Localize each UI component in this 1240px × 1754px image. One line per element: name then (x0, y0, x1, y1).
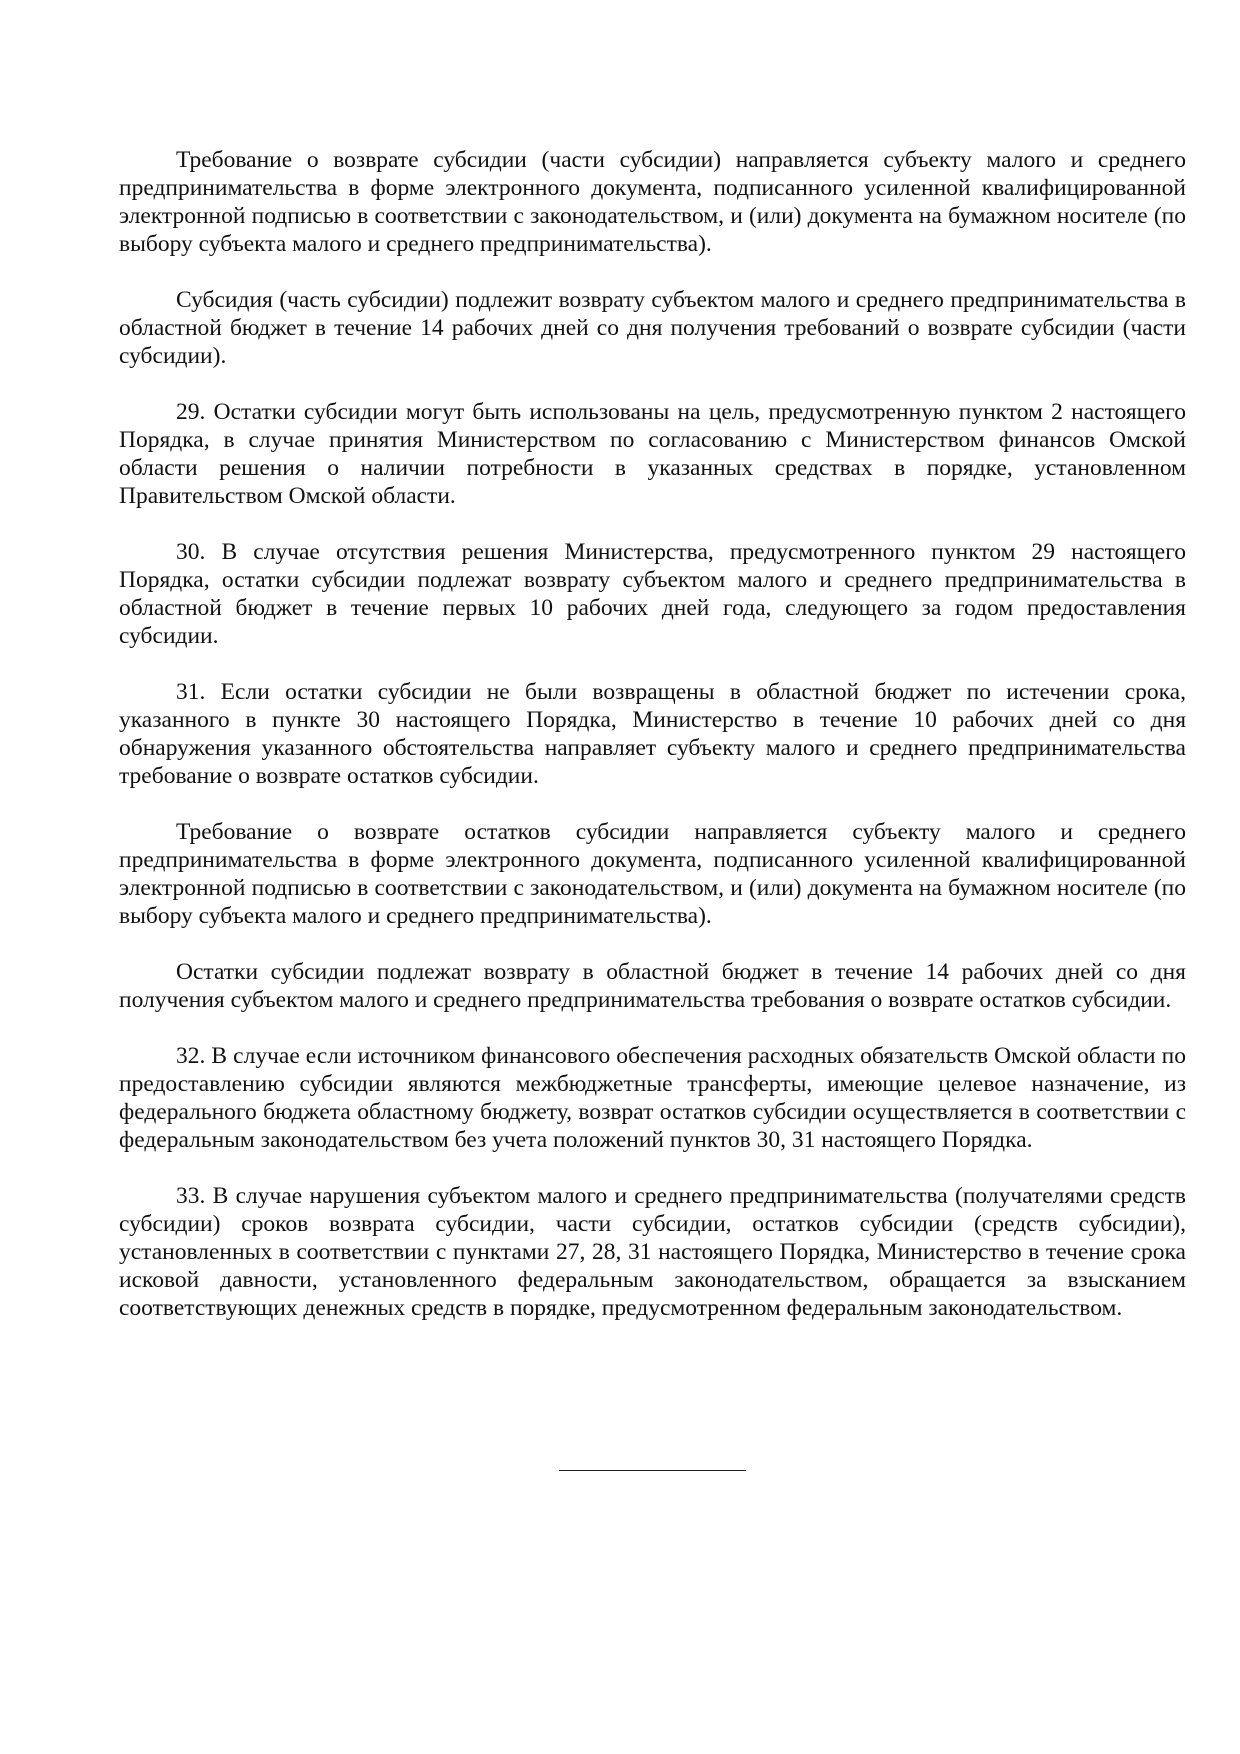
paragraph-32: 32. В случае если источником финансового обеспечения расходных обязательств Омской области по предоставлению субсидии являются межбюджетные трансферты, имеющие целевое назначение, из федерального бюджета областному бюджету, возврат остатков субсидии осуществляется в соответствии с федеральным законодательством без учета положений пунктов 30, 31 настоящего Порядка. (119, 1043, 1186, 1153)
paragraph: Субсидия (часть субсидии) подлежит возврату субъектом малого и среднего предпринимательства в областной бюджет в течение 14 рабочих дней со дня получения требований о возврате субсидии (части субсидии). (119, 287, 1186, 369)
paragraph: Требование о возврате субсидии (части субсидии) направляется субъекту малого и среднего предпринимательства в форме электронного документа, подписанного усиленной квалифицированной электронной подписью в соответствии с законодательством, и (или) документа на бумажном носителе (по выбору субъекта малого и среднего предпринимательства). (119, 147, 1186, 257)
paragraph-31: 31. Если остатки субсидии не были возвращены в областной бюджет по истечении срока, указанного в пункте 30 настоящего Порядка, Министерство в течение 10 рабочих дней со дня обнаружения указанного обстоятельства направляет субъекту малого и среднего предпринимательства требование о возврате остатков субсидии. (119, 679, 1186, 789)
end-separator-line (559, 1470, 746, 1471)
paragraph-30: 30. В случае отсутствия решения Министерства, предусмотренного пунктом 29 настоящего Порядка, остатки субсидии подлежат возврату субъектом малого и среднего предпринимательства в областной бюджет в течение первых 10 рабочих дней года, следующего за годом предоставления субсидии. (119, 539, 1186, 649)
paragraph: Требование о возврате остатков субсидии направляется субъекту малого и среднего предпринимательства в форме электронного документа, подписанного усиленной квалифицированной электронной подписью в соответствии с законодательством, и (или) документа на бумажном носителе (по выбору субъекта малого и среднего предпринимательства). (119, 819, 1186, 929)
paragraph-29: 29. Остатки субсидии могут быть использованы на цель, предусмотренную пунктом 2 настоящего Порядка, в случае принятия Министерством по согласованию с Министерством финансов Омской области решения о наличии потребности в указанных средствах в порядке, установленном Правительством Омской области. (119, 399, 1186, 509)
paragraph-33: 33. В случае нарушения субъектом малого и среднего предпринимательства (получателями средств субсидии) сроков возврата субсидии, части субсидии, остатков субсидии (средств субсидии), установленных в соответствии с пунктами 27, 28, 31 настоящего Порядка, Министерство в течение срока исковой давности, установленного федеральным законодательством, обращается за взысканием соответствующих денежных средств в порядке, предусмотренном федеральным законодательством. (119, 1183, 1186, 1321)
paragraph: Остатки субсидии подлежат возврату в областной бюджет в течение 14 рабочих дней со дня получения субъектом малого и среднего предпринимательства требования о возврате остатков субсидии. (119, 959, 1186, 1013)
document-body (119, 146, 1186, 1350)
